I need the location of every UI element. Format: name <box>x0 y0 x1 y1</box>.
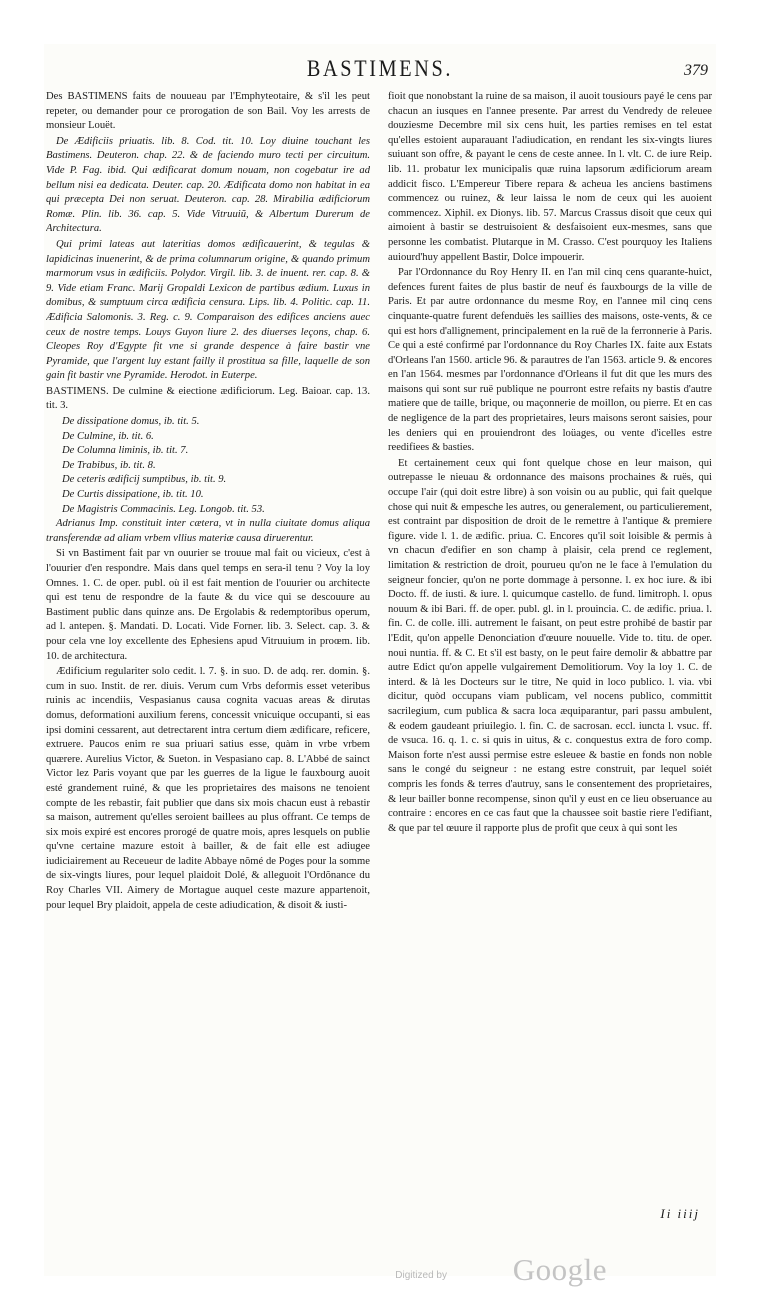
citation-culmine: De Culmine, ib. tit. 6. <box>62 430 154 442</box>
right-column <box>388 90 712 1200</box>
paragraph-emphyteote: Des BASTIMENS faits de nouueau par l'Emphyteotaire, & s'il les peut repeter, ou demander pour ce prorogation de son Bail. Voy les arrests de monsieur Louët. <box>46 91 370 132</box>
page-header <box>44 52 716 86</box>
signature-mark: Ii iiij <box>660 1206 700 1221</box>
running-title: BASTIMENS. <box>306 56 454 81</box>
citation-dissipatione-domus: De dissipatione domus, ib. tit. 5. <box>62 416 200 428</box>
paragraph-aedificiis-priuatis: De Ædificiis priuatis. lib. 8. Cod. tit. 10. Loy diuine touchant les Bastimens. Deuteron. chap. 22. & de faciendo muro tecti per circuitum. Vide P. Fag. ibid. Qui ædificarat domum nouam, non cogebatur ire ad bellum nisi ea dedicata. Deuter. cap. 20. Ædificata domo non habitat in ea qui præcepta Dei non seruat. Deuteron. cap. 28. Mirabilia ædificiorum Romæ. Plin. lib. 36. cap. 5. Vide Vitruuiũ, & Albertum Durerum de Architectura. <box>46 135 370 235</box>
paragraph-continuation: fioit que nonobstant la ruine de sa maison, il auoit tousiours payé le cens par chacun an iusques en l'annee presente. Par arrest du Vendredy de releuee douziesme Decembre mil six cens huit, les parties remises en tel estat qu'elles estoient auparauant l'adiudication, en rendant les six-vingts liures suiuant son offre, & payant le cens de ceste annee. In l. vlt. C. de iure Reip. lib. 11. probatur lex municipalis quæ ruina lapsorum ædificiorum aream addicit fisco. L'Empereur Tibere repara & acheua les anciens bastimens commencez ou ruinez, & leur laissa le nom de ceux qui les auoient commencez. Xiphil. ex Dionys. lib. 57. Marcus Crassus disoit que ceux qui aimoient à bastir se destruisoient & desfaisoient eux-mesmes, sans que personne les combatist. Plutarque in M. Crasso. C'est pourquoy les Italiens auiourd'huy appellent Bastir, Dolce impouerir. <box>388 91 712 263</box>
paragraph-ordonnance-henry: Par l'Ordonnance du Roy Henry II. en l'an mil cinq cens quarante-huict, defences furent faites de plus bastir de neuf és fauxbourgs de la ville de Paris. Et par autre ordonnance du mesme Roy, en l'annee mil cinq cens cinquante-quatre furent defenduës les saillies des maisons, oste-vents, & ce qui est hors d'allignement, principalement en la ruë de la ferronnerie à Paris. Ce qui a esté confirmé par l'ordonnance du Roy Charles IX. faite aux Estats d'Orleans l'an 1560. article 96. & parautres de l'an 1563. article 9. & encores en l'an 1564. mesmes par l'ordonnance d'Orleans il fut dit que les murs des maisons qui sont sur ruë publique ne pourront estre refaits ny bastis d'autre matiere que de taille, brique, ou maçonnerie de moillon, ou pierre. Et en cas de negligence de la part des proprietaires, leurs maisons seront saisies, pour les deniers qui en prouiendront des loüages, ou vente d'icelles estre reedifiees & basties. <box>388 267 712 454</box>
paragraph-bastimens-culmine: BASTIMENS. De culmine & eiectione ædificiorum. Leg. Baioar. cap. 13. tit. 3. <box>46 385 370 412</box>
paragraph-aedificium-regulariter: Ædificium regulariter solo cedit. l. 7. §. in suo. D. de adq. rer. domin. §. cum in suo. Instit. de rer. diuis. Verum cum Vrbs deformis esset veteribus ruinis ac incendiis, Vespasianus causa cognita vacuas areas & dirutas domus, deformationi auxilium ferens, concessit vnicuique occupanti, si eas ipsi domini cessarent, aut detrectarent intra certum diem ædificare, reficere, extruere. Paucos enim re sua priuari satius esse, quàm in vrbe vrbem quærere. Aurelius Victor, & Sueton. in Vespasiano cap. 8. L'Abbé de sainct Victor lez Paris voyant que par les guerres de la ligue le fauxbourg auoit esté grandement ruiné, & que les proprietaires des maisons ne tenoient compte de les rebastir, fait publier que dans six mois chacun eust à rebastir sa maison, autrement qu'elles seroient baillees au plus offrant. Ce temps de six mois expiré est encores prorogé de quatre mois, apres lesquels on publie qu'vne certaine mazure estoit à bailler, & de fait elle est adiugee iudiciairement au Receueur de ladite Abbaye nõmé de Poges pour la somme de six-vingts liures, pour lequel plaidoit Dolé, & alleguoit l'Ordõnance du Roy Charles VII. Aimery de Mortague auquel ceste mazure appartenoit, pour lequel Bry plaidoit, appela de ceste adiudication, & disoit & iusti- <box>46 666 370 911</box>
citation-ceteris-sumptibus: De ceteris ædificij sumptibus, ib. tit. 9. <box>62 474 227 486</box>
citation-curtis-dissipatione: De Curtis dissipatione, ib. tit. 10. <box>62 489 204 501</box>
paragraph-qui-primi-lateas: Qui primi lateas aut lateritias domos ædificauerint, & tegulas & lapidicinas inuenerint, & de prima columnarum origine, & quando primum marmorum vsus in ædificiis. Polydor. Virgil. lib. 3. de inuent. rer. cap. 8. & 9. Vide etiam Franc. Marij Gropaldi Lexicon de partibus ædium. Luxus in domibus, & sumptuum circa ædificia censura. Lips. lib. 4. Politic. cap. 11. Ædificia Salomonis. 3. Reg. c. 9. Comparaison des edifices anciens auec ceux de nostre temps. Louys Guyon liure 2. des diuerses leçons, chap. 6. Cleopes Roy d'Egypte fit vne si grande despence à faire bastir vne Pyramide, que l'argent luy estant failly il prostitua sa fille, laquelle de son gain fit bastir vne Pyramide. Herodot. in Euterpe. <box>46 238 370 382</box>
citation-magistris-commacinis: De Magistris Commacinis. Leg. Longob. tit. 53. <box>62 503 265 515</box>
paragraph-ouurier-vicieux: Si vn Bastiment fait par vn ouurier se trouue mal fait ou vicieux, c'est à l'ouurier d'en respondre. Mais dans quel temps en sera-il tenu ? Voy la loy Omnes. 1. C. de oper. publ. où il est fait mention de l'ouurier ou architecte qui est tenu de respondre de la faute & du vice qui se descouure au Bastiment public dans quinze ans. De Ergolabis & redemptoribus operum, ad l. antepen. §. Mandati. D. Locati. Vide Forner. lib. 3. Select. cap. 3. & pour cela vne loy excellente des Ephesiens apud Vitruuium in proœm. lib. 10. de architectura. <box>46 548 370 662</box>
book-page <box>44 44 716 1276</box>
citation-trabibus: De Trabibus, ib. tit. 8. <box>62 459 156 471</box>
paragraph-adrianus-imp: Adrianus Imp. constituit inter cætera, vt in nulla ciuitate domus aliqua transferendæ ad aliam vrbem vllius materiæ causa diruerentur. <box>46 518 370 544</box>
page-number: 379 <box>684 62 708 79</box>
google-logo: Google <box>512 1252 607 1287</box>
left-column <box>46 90 370 1200</box>
citation-columna-liminis: De Columna liminis, ib. tit. 7. <box>62 445 189 457</box>
watermark-label: Digitized by <box>395 1270 447 1281</box>
paragraph-certainement: Et certainement ceux qui font quelque chose en leur maison, qui outrepasse le nieuau & ordonnance des maisons prochaines & ruës, qui occupe l'air (qui doit estre libre) à son voisin ou au public, qui fait quelque chose qui nuit & empesche les autres, ou generalement, ou particulierement, est contraint par disposition de droit de le remettre à l'antique & premiere figure. vide l. 1. de ædific. priua. C. Encores qu'il soit loisible & permis à vn chacun d'edifier en son champ à plaisir, cela prend ce reglement, limitation & restriction de droit, pourueu qu'on ne le face à l'emulation du seigneur foncier, qu'on ne porte dommage à personne. l. ex hoc iure. & ibi Docto. ff. de iusti. & iure. l. quicumque castello. de fund. limitroph. l. opus nouum & ibi Bari. ff. de oper. publ. gl. in l. prouincia. C. de ædific. priua. l. fin. C. de colle. illi. autrement le faisant, on peut estre prohibé de bastir par l'Edit, qu'on appelle Denonciation d'œuure nouuelle. Vide to. titu. de oper. noui nuntia. ff. & C. Et s'il est basty, on le peut faire demolir & abbattre par autre Edict qu'on appelle vulgairement Demolitiorum. Voy la loy 1. C. de interd. & là les Docteurs sur le titre, Ne quid in loco publico. l. via. vbi dicitur, quòd occupans viam publicam, vel nocens publico, committit sacrilegium, cum publica & sacra loca æquiparantur, pari passu ambulent, & eodem gaudeant priuilegio. l. fin. C. de sacrosan. eccl. iuncta l. vsuc. ff. de vsuca. 16. q. 1. c. si quis in uitus, & c. conquestus extra de foro comp. Maison forte n'est aussi permise estre esleuee & bastie en fonds non noble sans le congé du seigneur : ne estang estre construit, par lequel soiét compris les fonds & terres d'autruy, sans le consentement des proprietaires, & leur bailler bonne recompense, sinon qu'il y eust en ce lieu obseruance au contraire : encores en ce cas faut que la chaussee soit bastie riere l'edifiant, & que par tel œuure il rapporte plus de profit que ceux à qui sont les <box>388 457 712 834</box>
